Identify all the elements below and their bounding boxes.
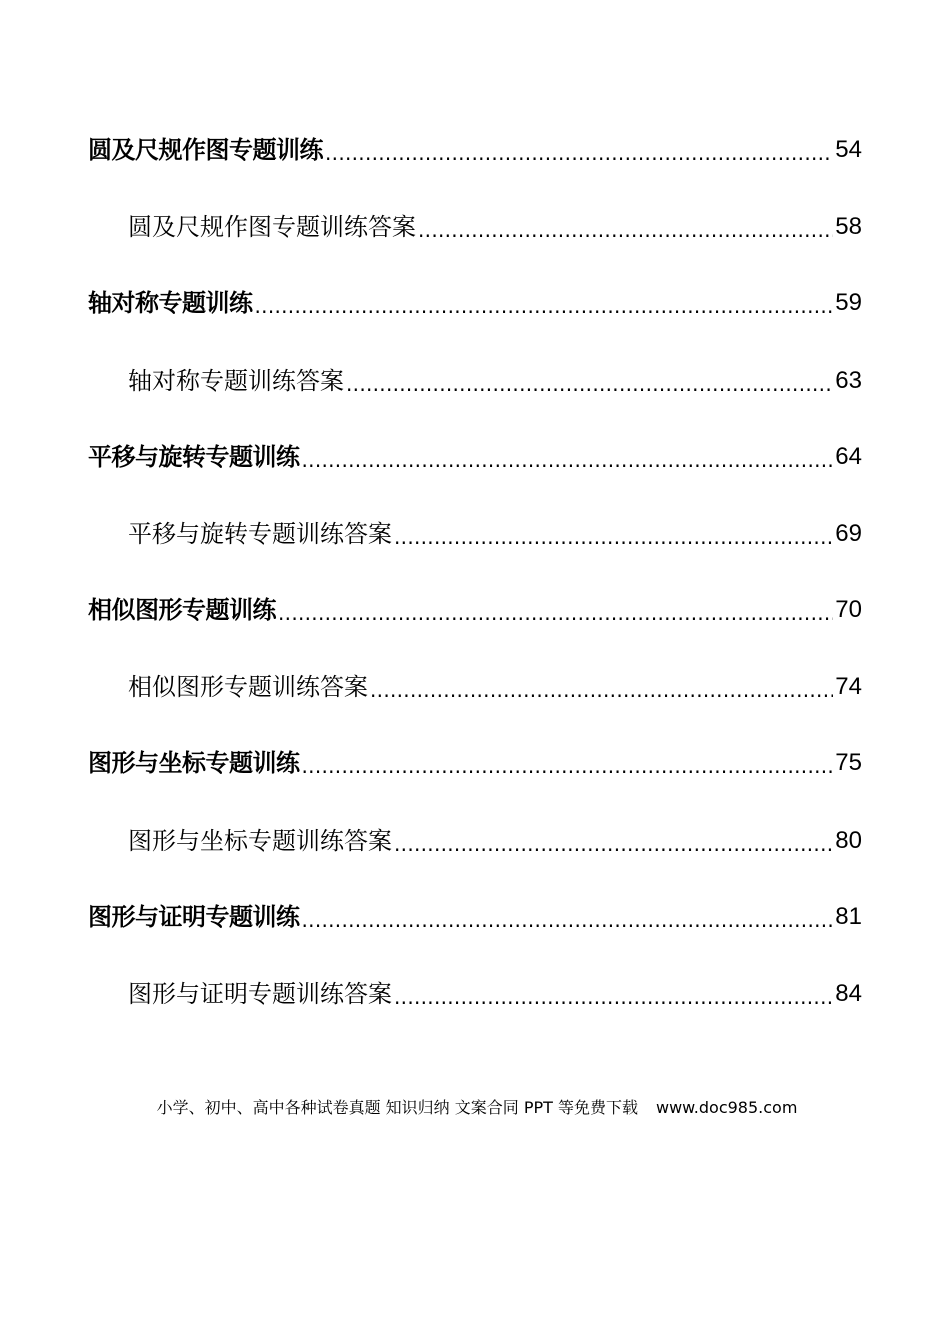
toc-page-number: 74 xyxy=(835,673,862,700)
toc-entry[interactable] xyxy=(88,278,862,318)
page-footer xyxy=(0,1096,950,1120)
toc-page-number: 81 xyxy=(835,903,862,930)
toc-entry[interactable] xyxy=(128,356,862,396)
toc-entry-title: 图形与坐标专题训练答案 xyxy=(128,827,392,855)
toc-page-number: 59 xyxy=(835,289,862,316)
toc-page-number: 70 xyxy=(835,596,862,623)
toc-page-number: 54 xyxy=(835,136,862,163)
toc-entry-title: 平移与旋转专题训练答案 xyxy=(128,520,392,548)
toc-dot-leader xyxy=(418,212,833,242)
toc-entry-title: 轴对称专题训练答案 xyxy=(128,367,344,395)
toc-entry[interactable] xyxy=(128,509,862,549)
toc-page-number: 58 xyxy=(835,213,862,240)
toc-page-number: 84 xyxy=(835,980,862,1007)
toc-entry[interactable] xyxy=(88,892,862,932)
toc-dot-leader xyxy=(394,519,833,549)
toc-entry-title: 平移与旋转专题训练 xyxy=(88,443,300,471)
toc-page-number: 80 xyxy=(835,827,862,854)
toc-dot-leader xyxy=(302,748,834,778)
toc-entry-title: 轴对称专题训练 xyxy=(88,289,253,317)
toc-entry[interactable] xyxy=(128,662,862,702)
toc-page-number: 69 xyxy=(835,520,862,547)
toc-dot-leader xyxy=(255,288,834,318)
toc-entry-title: 圆及尺规作图专题训练答案 xyxy=(128,213,416,241)
toc-entry-title: 圆及尺规作图专题训练 xyxy=(88,136,323,164)
toc-entry[interactable] xyxy=(88,125,862,165)
toc-dot-leader xyxy=(302,902,834,932)
toc-dot-leader xyxy=(278,595,833,625)
toc-entry[interactable] xyxy=(128,969,862,1009)
toc-dot-leader xyxy=(394,826,833,856)
toc-dot-leader xyxy=(370,672,833,702)
toc-entry-title: 图形与证明专题训练答案 xyxy=(128,980,392,1008)
toc-entry-title: 相似图形专题训练 xyxy=(88,596,276,624)
footer-url[interactable]: www.doc985.com xyxy=(656,1098,798,1117)
toc-page-number: 75 xyxy=(835,749,862,776)
toc-entry[interactable] xyxy=(128,202,862,242)
toc-dot-leader xyxy=(346,366,833,396)
toc-dot-leader xyxy=(394,979,833,1009)
toc-entry[interactable] xyxy=(88,585,862,625)
toc-entry[interactable] xyxy=(88,738,862,778)
toc-dot-leader xyxy=(325,135,833,165)
footer-text: 小学、初中、高中各种试卷真题 知识归纳 文案合同 PPT 等免费下载 xyxy=(156,1098,638,1117)
toc-entry-title: 相似图形专题训练答案 xyxy=(128,673,368,701)
toc-dot-leader xyxy=(302,442,834,472)
toc-page-number: 64 xyxy=(835,443,862,470)
toc-entry[interactable] xyxy=(88,432,862,472)
toc-page-number: 63 xyxy=(835,367,862,394)
toc-entry-title: 图形与证明专题训练 xyxy=(88,903,300,931)
toc-entry-title: 图形与坐标专题训练 xyxy=(88,749,300,777)
toc-entry[interactable] xyxy=(128,816,862,856)
